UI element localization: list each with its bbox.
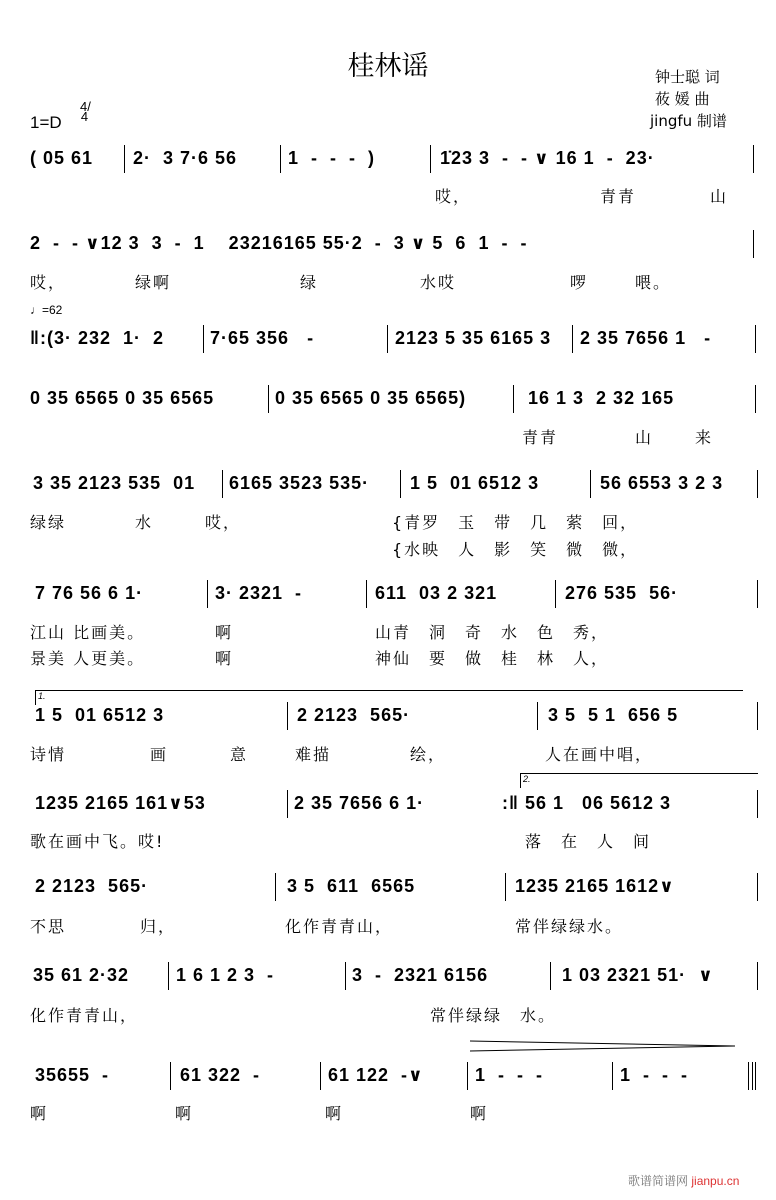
barline	[748, 1062, 749, 1090]
lyric-text: 啊	[30, 1104, 49, 1123]
barline	[757, 470, 758, 498]
measure-notes: 611 03 2 321	[375, 583, 498, 603]
barline	[207, 580, 208, 608]
measure-notes: 1 - - -	[475, 1065, 543, 1085]
tempo-mark: ♩=62	[30, 303, 63, 317]
barline	[612, 1062, 613, 1090]
lyric-text: 来	[695, 428, 714, 447]
measure-notes: 3 5 611 6565	[287, 876, 416, 896]
lyric-text: 归，	[140, 917, 177, 936]
barline	[755, 385, 756, 413]
measure-notes: ( 05 61	[30, 148, 94, 168]
lyric-text: 意	[230, 745, 249, 764]
barline	[320, 1062, 321, 1090]
barline	[755, 1062, 756, 1090]
lyric-text: 歌在画中飞。哎!	[30, 832, 165, 851]
lyric-text: 山青 洞 奇 水 色 秀，	[375, 623, 610, 642]
barline	[757, 873, 758, 901]
measure-notes: 61 322 -	[180, 1065, 261, 1085]
barline	[170, 1062, 171, 1090]
composer-credit: 莜 媛 曲	[655, 90, 710, 108]
barline	[555, 580, 556, 608]
measure-notes: 1235 2165 1612∨	[515, 876, 675, 896]
barline	[287, 790, 288, 818]
lyric-text: {青罗 玉 带 几 萦 回，	[392, 513, 639, 532]
measure-notes: 3 - 2321 6156	[352, 965, 489, 985]
measure-notes: 2 2123 565·	[297, 705, 411, 725]
measure-notes: 1̇23 3 - - ∨ 16 1 - 23·	[440, 148, 655, 168]
lyric-text: 人在画中唱，	[545, 745, 654, 764]
volta-bracket: 2.	[520, 773, 758, 788]
lyric-text: 绿绿	[30, 513, 67, 532]
measure-notes: 16 1 3 2 32 165	[528, 388, 675, 408]
watermark-site: 歌谱简谱网	[628, 1174, 689, 1188]
barline	[753, 145, 754, 173]
measure-notes: 1 - - - )	[288, 148, 375, 168]
lyricist-credit: 钟士聪 词	[655, 68, 720, 86]
lyric-text: 山	[710, 187, 729, 206]
measure-notes: 1 5 01 6512 3	[410, 473, 540, 493]
barline	[222, 470, 223, 498]
barline	[400, 470, 401, 498]
lyric-text: 绿啊	[135, 273, 172, 292]
measure-notes: 1 5 01 6512 3	[35, 705, 165, 725]
lyric-text: 啊	[175, 1104, 194, 1123]
measure-notes: 61 122 -∨	[328, 1065, 424, 1085]
lyric-text: 哎，	[205, 513, 242, 532]
lyric-text: 神仙 要 做 桂 林 人，	[375, 649, 610, 668]
barline	[537, 702, 538, 730]
lyric-text: 化作青青山，	[30, 1006, 139, 1025]
barline	[203, 325, 204, 353]
barline	[757, 580, 758, 608]
lyric-text: 啊	[325, 1104, 344, 1123]
lyric-text: 景美 人更美。	[30, 649, 146, 668]
barline	[757, 962, 758, 990]
barline	[345, 962, 346, 990]
barline	[513, 385, 514, 413]
measure-notes: 2· 3 7·6 56	[133, 148, 238, 168]
measure-notes: 35655 -	[35, 1065, 110, 1085]
measure-notes: 3 35 2123 535 01	[33, 473, 196, 493]
measure-notes: 2 35 7656 6 1·	[294, 793, 425, 813]
measure-notes: 35 61 2·32	[33, 965, 130, 985]
arranger-credit: jingfu 制谱	[650, 112, 727, 130]
barline	[366, 580, 367, 608]
lyric-text: 不思	[30, 917, 67, 936]
lyric-text: 水	[135, 513, 154, 532]
lyric-text: 哎，	[30, 273, 67, 292]
watermark-domain: jianpu.cn	[691, 1174, 740, 1188]
barline	[430, 145, 431, 173]
lyric-text: 啊	[215, 649, 234, 668]
measure-notes: :‖ 56 1 06 5612 3	[490, 793, 672, 813]
lyric-text: 化作青青山，	[285, 917, 394, 936]
barline	[280, 145, 281, 173]
measure-notes: 0 35 6565 0 35 6565	[30, 388, 215, 408]
measure-notes: 6165 3523 535·	[229, 473, 370, 493]
volta-bracket: 1.	[35, 690, 743, 705]
barline	[752, 1062, 753, 1090]
lyric-text: 画	[150, 745, 169, 764]
lyric-text: 诗情	[30, 745, 67, 764]
barline	[572, 325, 573, 353]
song-title: 桂林谣	[347, 51, 429, 82]
measure-notes: 2123 5 35 6165 3	[395, 328, 552, 348]
barline	[757, 702, 758, 730]
measure-notes: 0 35 6565 0 35 6565)	[275, 388, 467, 408]
measure-notes: 3 5 5 1 656 5	[548, 705, 679, 725]
lyric-text: 常伴绿绿水。	[515, 917, 624, 936]
lyric-text: 江山 比画美。	[30, 623, 146, 642]
barline	[168, 962, 169, 990]
watermark	[628, 1172, 739, 1189]
measure-notes: 2 35 7656 1 -	[580, 328, 712, 348]
barline	[590, 470, 591, 498]
barline	[387, 325, 388, 353]
measure-notes: 1 6 1 2 3 -	[176, 965, 275, 985]
lyric-text: {水映 人 影 笑 微 微，	[392, 540, 639, 559]
lyric-text: 青青	[600, 187, 637, 206]
measure-notes: 1235 2165 161∨53	[35, 793, 206, 813]
measure-notes: 276 535 56·	[565, 583, 679, 603]
barline	[505, 873, 506, 901]
key-signature: 1=D	[30, 113, 62, 132]
lyric-text: 难描	[295, 745, 332, 764]
barline	[467, 1062, 468, 1090]
measure-notes: 2 - - ∨12 3 3 - 1 23216165 55·2 - 3 ∨ 5 6 1 - -	[30, 233, 528, 253]
barline	[124, 145, 125, 173]
measure-notes: 1 - - -	[620, 1065, 688, 1085]
lyric-text: 落 在 人 间	[525, 832, 652, 851]
measure-notes: 56 6553 3 2 3	[600, 473, 724, 493]
measure-notes: 7·65 356 -	[210, 328, 315, 348]
lyric-text: 绿	[300, 273, 319, 292]
measure-notes: 1 03 2321 51· ∨	[562, 965, 714, 985]
barline	[287, 702, 288, 730]
lyric-text: 绘，	[410, 745, 447, 764]
measure-notes: 2 2123 565·	[35, 876, 149, 896]
barline	[757, 790, 758, 818]
measure-notes: 3· 2321 -	[215, 583, 303, 603]
lyric-text: 啰	[570, 273, 589, 292]
barline	[753, 230, 754, 258]
barline	[755, 325, 756, 353]
lyric-text: 山	[635, 428, 654, 447]
decrescendo-hairpin	[470, 1038, 740, 1054]
barline	[275, 873, 276, 901]
time-signature: 4/4	[80, 99, 91, 124]
measure-notes: ‖:(3· 232 1· 2	[30, 328, 165, 348]
lyric-text: 喂。	[635, 273, 672, 292]
lyric-text: 青青	[522, 428, 559, 447]
lyric-text: 啊	[215, 623, 234, 642]
lyric-text: 常伴绿绿 水。	[430, 1006, 557, 1025]
lyric-text: 啊	[470, 1104, 489, 1123]
barline	[550, 962, 551, 990]
lyric-text: 水哎	[420, 273, 457, 292]
measure-notes: 7 76 56 6 1·	[35, 583, 144, 603]
lyric-text: 哎，	[435, 187, 472, 206]
barline	[268, 385, 269, 413]
